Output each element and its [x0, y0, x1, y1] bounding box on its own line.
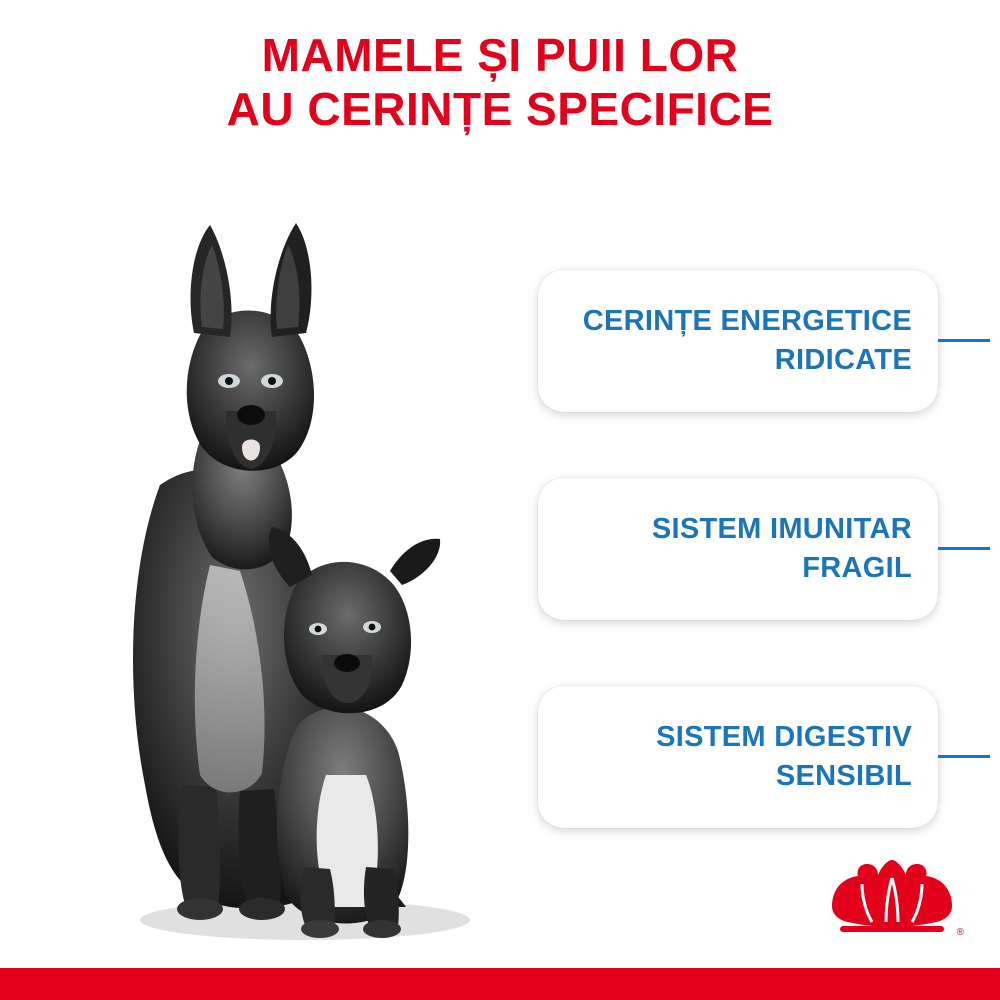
dog-photo	[90, 185, 510, 955]
callout-label: CERINȚE ENERGETICE RIDICATE	[582, 304, 912, 376]
feature-callout-list	[520, 270, 990, 828]
headline-line-2: AU CERINȚE SPECIFICE	[226, 83, 774, 136]
callout-label: SISTEM IMUNITAR FRAGIL	[651, 512, 912, 584]
callout-label: SISTEM DIGESTIV SENSIBIL	[656, 720, 912, 792]
footer-red-bar	[0, 968, 1000, 1000]
callout-immune-system	[520, 478, 990, 620]
connector-line-icon	[938, 755, 990, 758]
headline-line-1: MAMELE ȘI PUII LOR	[261, 29, 739, 81]
callout-bubble	[538, 686, 938, 828]
connector-line-icon	[938, 339, 990, 342]
callout-energy-requirements	[520, 270, 990, 412]
callout-bubble	[538, 478, 938, 620]
page-title	[0, 28, 1000, 137]
callout-digestive-system	[520, 686, 990, 828]
royal-canin-crown-logo-icon	[822, 848, 962, 938]
callout-bubble	[538, 270, 938, 412]
puppy-dog	[269, 527, 440, 938]
registered-trademark-symbol: ®	[956, 927, 964, 938]
connector-line-icon	[938, 547, 990, 550]
